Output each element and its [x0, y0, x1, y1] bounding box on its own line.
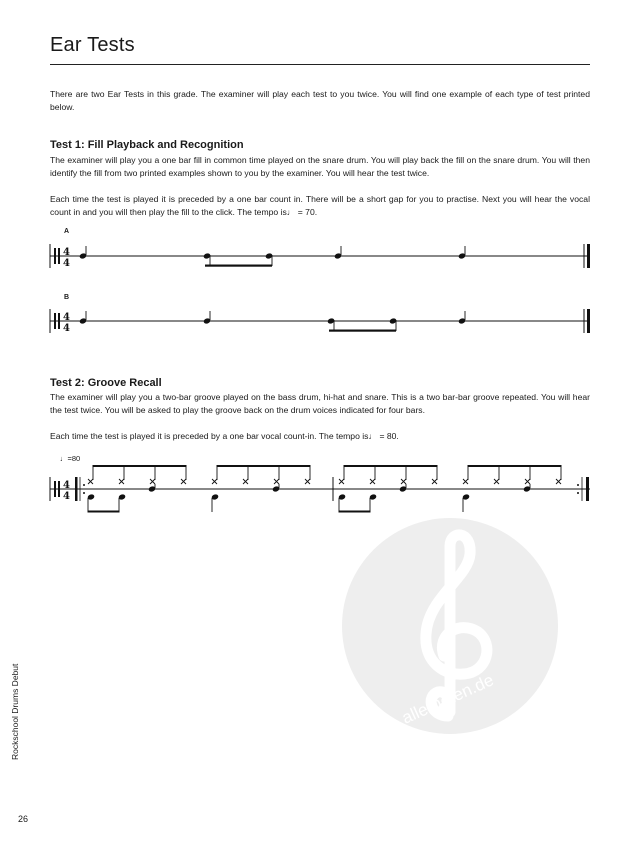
staff-example-a: [50, 244, 590, 269]
quarter-note-icon: ♩: [286, 207, 296, 218]
page-number: 26: [18, 814, 29, 824]
example-b-label: B: [64, 294, 70, 301]
watermark-logo: [340, 516, 560, 736]
svg-text:4: 4: [63, 323, 70, 334]
intro-paragraph: There are two Ear Tests in this grade. The examiner will play each test to you twice. You will find one example of each type of test printed below.: [50, 89, 590, 113]
svg-text:4: 4: [63, 312, 70, 323]
groove-tempo-value: =80: [67, 454, 81, 463]
quarter-note-icon: ♩: [60, 454, 68, 463]
quarter-note-icon: ♩: [368, 431, 378, 441]
side-label: Rockschool Drums Debut: [10, 663, 20, 760]
svg-text:4: 4: [63, 480, 70, 491]
test1-p2-text: Each time the test is played it is preceded by a one bar count in. There will be a short gap for you to practise. Next you will hear the vocal count in and you will then play the fill to the click. The tempo is: [50, 194, 590, 218]
svg-text:4: 4: [63, 258, 70, 269]
test2-p2-text: Each time the test is played it is preceded by a one bar vocal count-in. The tempo is: [50, 431, 369, 441]
test2-heading: Test 2: Groove Recall: [50, 377, 162, 389]
page-title: Ear Tests: [50, 34, 135, 56]
svg-text:4: 4: [63, 247, 70, 258]
test1-tempo-value: = 70.: [295, 207, 318, 218]
watermark-text: alle-noten.de: [398, 670, 497, 728]
svg-text:4: 4: [63, 491, 70, 502]
example-a-label: A: [64, 228, 70, 235]
test2-paragraph-1: The examiner will play you a two-bar groove played on the bass drum, hi-hat and snare. This is a two bar-bar groove repeated. You will hear the test twice. You will be asked to play the groove back on the drum voices indicated for four bars.: [50, 392, 590, 416]
test1-heading: Test 1: Fill Playback and Recognition: [50, 139, 244, 151]
test1-paragraph-1: The examiner will play you a one bar fill in common time played on the snare drum. You will play back the fill on the snare drum. You will then identify the fill from two printed examples shown to you by the examiner. You will hear the test twice.: [50, 155, 590, 179]
staff-example-b: [50, 309, 590, 334]
test2-tempo-value: = 80.: [377, 431, 399, 441]
staff-groove: [50, 465, 590, 513]
